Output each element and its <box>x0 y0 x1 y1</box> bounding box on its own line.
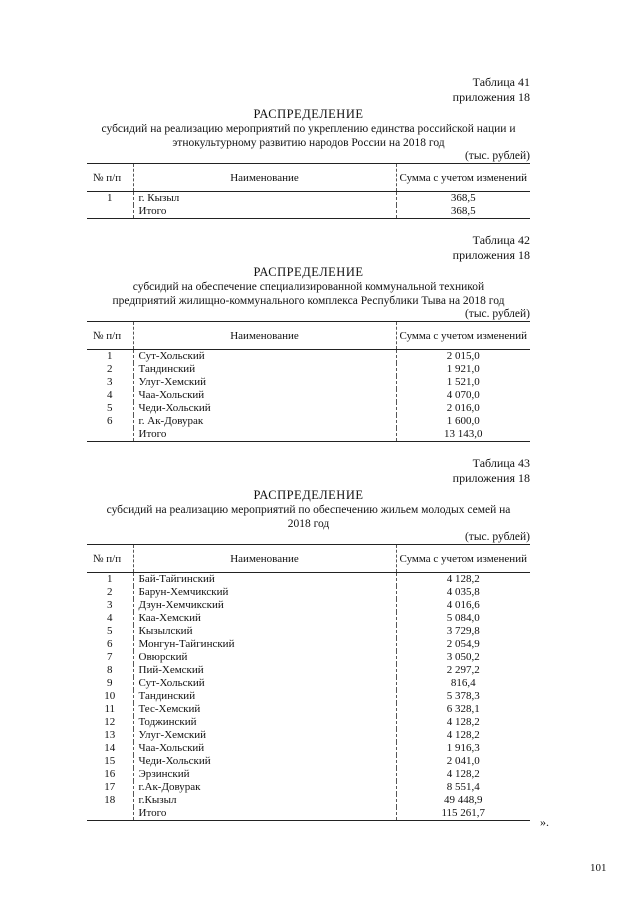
distribution-table <box>87 321 530 442</box>
table-row <box>87 402 530 415</box>
row-num: 9 <box>107 677 113 689</box>
row-name: Улуг-Хемский <box>133 729 396 742</box>
table-row <box>87 742 530 755</box>
row-name: Тес-Хемский <box>133 703 396 716</box>
row-name: Овюрский <box>133 651 396 664</box>
row-num <box>87 428 133 442</box>
row-sum: 4 035,8 <box>396 586 530 599</box>
row-num: 16 <box>104 768 116 780</box>
row-name: Тоджинский <box>133 716 396 729</box>
distribution-table <box>87 163 530 219</box>
row-sum: 5 084,0 <box>396 612 530 625</box>
table-row <box>87 664 530 677</box>
table-row <box>87 677 530 690</box>
row-sum: 4 128,2 <box>396 768 530 781</box>
table-header-row <box>87 164 530 192</box>
header-name: Наименование <box>133 164 396 192</box>
header-name: Наименование <box>133 322 396 350</box>
table-row <box>87 716 530 729</box>
table-heading: РАСПРЕДЕЛЕНИЕ <box>253 488 364 502</box>
table-subtitle-line: 2018 год <box>287 518 330 530</box>
header-num: № п/п <box>87 322 133 350</box>
table-number: Таблица 43 <box>472 456 530 470</box>
row-name: Чаа-Хольский <box>133 389 396 402</box>
row-sum: 2 297,2 <box>396 664 530 677</box>
table-header-row <box>87 322 530 350</box>
row-name: Монгун-Тайгинский <box>133 638 396 651</box>
row-name: Кызылский <box>133 625 396 638</box>
row-name: Чеди-Хольский <box>133 402 396 415</box>
row-name: г. Ак-Довурак <box>133 415 396 428</box>
row-num: 1 <box>107 350 113 362</box>
table-row <box>87 690 530 703</box>
table-subtitle-line: субсидий на реализацию мероприятий по обеспечению жильем молодых семей на <box>106 504 511 516</box>
table-row <box>87 573 530 587</box>
table-row <box>87 703 530 716</box>
table-row <box>87 599 530 612</box>
row-sum: 1 916,3 <box>396 742 530 755</box>
table-row <box>87 794 530 807</box>
table-unit: (тыс. рублей) <box>464 308 530 320</box>
row-num: 8 <box>107 664 113 676</box>
table-row <box>87 729 530 742</box>
row-name: Тандинский <box>133 363 396 376</box>
table-heading: РАСПРЕДЕЛЕНИЕ <box>253 265 364 279</box>
table-heading: РАСПРЕДЕЛЕНИЕ <box>253 107 364 121</box>
row-name: Итого <box>133 807 396 821</box>
row-num: 4 <box>107 612 113 624</box>
row-name: Каа-Хемский <box>133 612 396 625</box>
row-sum: 5 378,3 <box>396 690 530 703</box>
row-num: 11 <box>104 703 116 715</box>
row-num: 6 <box>107 415 113 427</box>
row-sum: 3 050,2 <box>396 651 530 664</box>
row-sum: 3 729,8 <box>396 625 530 638</box>
header-sum: Сумма с учетом изменений <box>396 545 530 573</box>
table-subtitle-line: субсидий на реализацию мероприятий по укреплению единства российской нации и <box>101 123 516 135</box>
table-row <box>87 625 530 638</box>
header-num: № п/п <box>87 545 133 573</box>
table-unit: (тыс. рублей) <box>464 150 530 162</box>
row-num: 14 <box>104 742 116 754</box>
header-sum: Сумма с учетом изменений <box>396 322 530 350</box>
table-subtitle-line: этнокультурному развитию народов России на 2018 год <box>172 137 445 149</box>
row-sum: 2 041,0 <box>396 755 530 768</box>
row-sum: 4 128,2 <box>396 573 530 587</box>
row-name: г.Ак-Довурак <box>133 781 396 794</box>
row-sum: 1 921,0 <box>396 363 530 376</box>
table-appendix: приложения 18 <box>452 90 530 104</box>
table-row <box>87 638 530 651</box>
table-subtitle-line: субсидий на обеспечение специализированной коммунальной техникой <box>132 281 485 293</box>
row-name: Чаа-Хольский <box>133 742 396 755</box>
table-number: Таблица 41 <box>472 75 530 89</box>
row-num <box>87 807 133 821</box>
row-num: 12 <box>104 716 116 728</box>
row-name: Сут-Хольский <box>133 350 396 364</box>
row-sum: 368,5 <box>396 192 530 206</box>
row-num: 2 <box>107 363 113 375</box>
table-row <box>87 389 530 402</box>
table-row <box>87 376 530 389</box>
row-num: 17 <box>104 781 116 793</box>
row-name: г.Кызыл <box>133 794 396 807</box>
table-row <box>87 768 530 781</box>
table-appendix: приложения 18 <box>452 248 530 262</box>
row-sum: 816,4 <box>396 677 530 690</box>
row-num: 5 <box>107 625 113 637</box>
closing-mark: ». <box>540 815 549 829</box>
table-41-block <box>87 75 530 219</box>
row-num: 1 <box>107 573 113 585</box>
row-sum: 2 015,0 <box>396 350 530 364</box>
distribution-table <box>87 544 530 821</box>
row-sum: 368,5 <box>396 205 530 219</box>
table-42-block <box>87 233 530 442</box>
header-sum: Сумма с учетом изменений <box>396 164 530 192</box>
table-number: Таблица 42 <box>472 233 530 247</box>
row-num: 3 <box>107 599 113 611</box>
row-sum: 49 448,9 <box>396 794 530 807</box>
row-num: 2 <box>107 586 113 598</box>
row-num <box>87 205 133 219</box>
table-row <box>87 205 530 219</box>
row-name: Сут-Хольский <box>133 677 396 690</box>
row-name: Пий-Хемский <box>133 664 396 677</box>
row-sum: 115 261,7 <box>396 807 530 821</box>
row-num: 3 <box>107 376 113 388</box>
row-sum: 4 128,2 <box>396 729 530 742</box>
row-name: Итого <box>133 205 396 219</box>
row-sum: 4 016,6 <box>396 599 530 612</box>
table-unit: (тыс. рублей) <box>464 531 530 543</box>
table-row <box>87 755 530 768</box>
row-num: 5 <box>107 402 113 414</box>
row-sum: 2 016,0 <box>396 402 530 415</box>
table-row <box>87 428 530 442</box>
row-sum: 6 328,1 <box>396 703 530 716</box>
table-subtitle-line: предприятий жилищно-коммунального комплекса Республики Тыва на 2018 год <box>112 295 505 307</box>
row-sum: 4 070,0 <box>396 389 530 402</box>
table-row <box>87 586 530 599</box>
row-num: 18 <box>104 794 116 806</box>
row-num: 1 <box>107 192 113 204</box>
row-name: Эрзинский <box>133 768 396 781</box>
table-row <box>87 612 530 625</box>
header-num: № п/п <box>87 164 133 192</box>
table-row <box>87 807 530 821</box>
table-row <box>87 363 530 376</box>
row-name: Чеди-Хольский <box>133 755 396 768</box>
row-num: 13 <box>104 729 116 741</box>
row-name: Барун-Хемчикский <box>133 586 396 599</box>
page-number: 101 <box>590 862 607 874</box>
row-name: Дзун-Хемчикский <box>133 599 396 612</box>
row-num: 15 <box>104 755 116 767</box>
header-name: Наименование <box>133 545 396 573</box>
table-row <box>87 350 530 364</box>
row-sum: 1 600,0 <box>396 415 530 428</box>
row-name: г. Кызыл <box>133 192 396 206</box>
row-num: 10 <box>104 690 116 702</box>
row-sum: 2 054,9 <box>396 638 530 651</box>
table-row <box>87 192 530 206</box>
row-sum: 1 521,0 <box>396 376 530 389</box>
table-row <box>87 651 530 664</box>
row-num: 6 <box>107 638 113 650</box>
table-row <box>87 781 530 794</box>
row-num: 4 <box>107 389 113 401</box>
row-name: Улуг-Хемский <box>133 376 396 389</box>
row-sum: 13 143,0 <box>396 428 530 442</box>
row-sum: 4 128,2 <box>396 716 530 729</box>
row-name: Бай-Тайгинский <box>133 573 396 587</box>
row-sum: 8 551,4 <box>396 781 530 794</box>
table-row <box>87 415 530 428</box>
row-name: Тандинский <box>133 690 396 703</box>
table-header-row <box>87 545 530 573</box>
table-43-block <box>87 456 530 821</box>
row-name: Итого <box>133 428 396 442</box>
row-num: 7 <box>107 651 113 663</box>
table-appendix: приложения 18 <box>452 471 530 485</box>
